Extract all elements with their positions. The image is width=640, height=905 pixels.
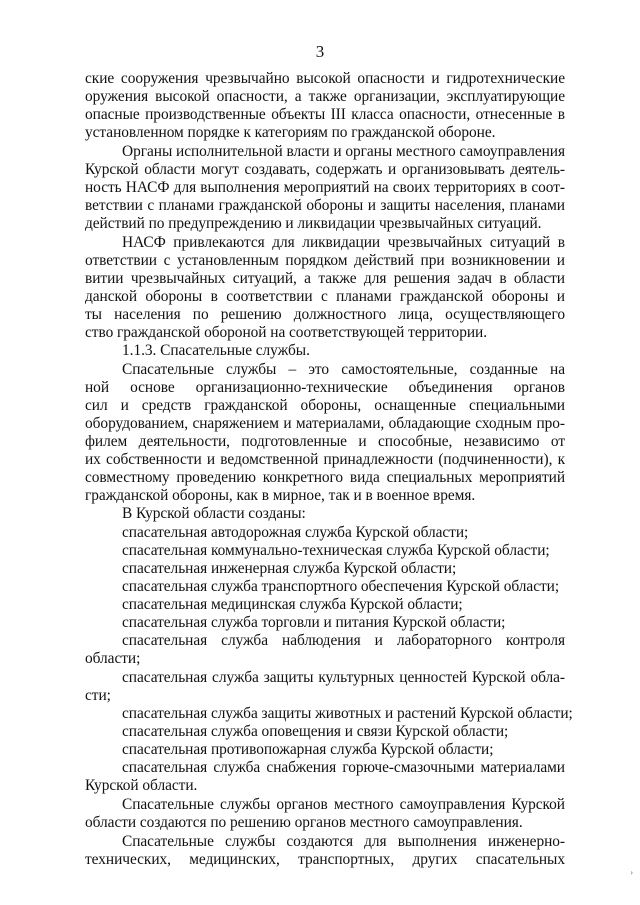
text-line: спасательная служба защиты животных и растений Курской области; <box>122 705 573 722</box>
text-line: НАСФ привлекаются для ликвидации чрезвычайных ситуаций в <box>122 234 565 251</box>
text-line: спасательная коммунально-техническая служба Курской области; <box>122 542 550 559</box>
text-line: спасательная служба снабжения горюче-смазочными материалами <box>122 759 565 776</box>
text-line: филем деятельности, подготовленные и способные, независимо от <box>85 433 565 450</box>
text-line: Курской области. <box>85 777 198 794</box>
text-line: сти; <box>85 687 111 704</box>
text-line: действий по предупреждению и ликвидации чрезвычайных ситуаций. <box>85 215 542 232</box>
text-line: ность НАСФ для выполнения мероприятий на своих территориях в соот- <box>85 179 565 196</box>
text-line: области создаются по решению органов местного самоуправления. <box>85 814 523 831</box>
text-line: Спасательные службы создаются для выполнения инженерно- <box>122 833 565 850</box>
text-line: ские сооружения чрезвычайно высокой опасности и гидротехнические <box>85 70 565 87</box>
text-line: данской обороны в соответствии с планами гражданской обороны и <box>85 288 565 305</box>
text-line: спасательная служба защиты культурных ценностей Курской обла- <box>122 669 565 686</box>
text-line: совместному проведению конкретного вида специальных мероприятий <box>85 469 565 486</box>
text-line: спасательная инженерная служба Курской области; <box>122 560 457 577</box>
page-number: 3 <box>315 42 325 61</box>
text-line: Курской области могут создавать, содержать и организовывать деятель- <box>85 161 565 178</box>
text-line: технических, медицинских, транспортных, других спасательных <box>85 851 565 868</box>
text-line: области; <box>85 650 141 667</box>
text-line: их собственности и ведомственной принадлежности (подчиненности), к <box>85 451 565 468</box>
text-line: спасательная служба транспортного обеспечения Курской области; <box>122 578 560 595</box>
text-line: спасательная служба оповещения и связи Курской области; <box>122 723 509 740</box>
text-line: ветствии с планами гражданской обороны и защиты населения, планами <box>85 197 565 214</box>
text-line: ответствии с установленным порядком действий при возникновении и <box>85 252 565 269</box>
text-line: 1.1.3. Спасательные службы. <box>122 342 310 359</box>
text-line: установленном порядке к категориям по гражданской обороне. <box>85 124 496 141</box>
scan-edge-mark: › <box>630 868 633 877</box>
text-line: гражданской обороны, как в мирное, так и в военное время. <box>85 487 476 504</box>
text-line: сил и средств гражданской обороны, оснащенные специальными <box>85 397 565 414</box>
text-line: ты населения по решению должностного лица, осуществляющего <box>85 306 565 323</box>
text-line: спасательная противопожарная служба Курской области; <box>122 741 494 758</box>
text-line: Органы исполнительной власти и органы местного самоуправления <box>122 143 565 160</box>
text-line: В Курской области созданы: <box>122 505 306 522</box>
text-line: оборудованием, снаряжением и материалами, обладающие сходным про- <box>85 415 565 432</box>
text-line: ной основе организационно-технические объединения органов <box>85 379 565 396</box>
text-line: витии чрезвычайных ситуаций, а также для решения задач в области <box>85 270 565 287</box>
text-line: оружения высокой опасности, а также организации, эксплуатирующие <box>85 88 565 105</box>
text-line: спасательная служба наблюдения и лабораторного контроля <box>122 632 565 649</box>
text-line: опасные производственные объекты III класса опасности, отнесенные в <box>85 106 565 123</box>
text-line: ство гражданской обороной на соответствующей территории. <box>85 324 488 341</box>
text-line: Спасательные службы – это самостоятельные, созданные на <box>122 361 565 378</box>
text-line: спасательная медицинская служба Курской области; <box>122 596 463 613</box>
text-line: спасательная автодорожная служба Курской области; <box>122 524 469 541</box>
text-line: Спасательные службы органов местного самоуправления Курской <box>122 796 565 813</box>
text-line: спасательная служба торговли и питания Курской области; <box>122 614 506 631</box>
